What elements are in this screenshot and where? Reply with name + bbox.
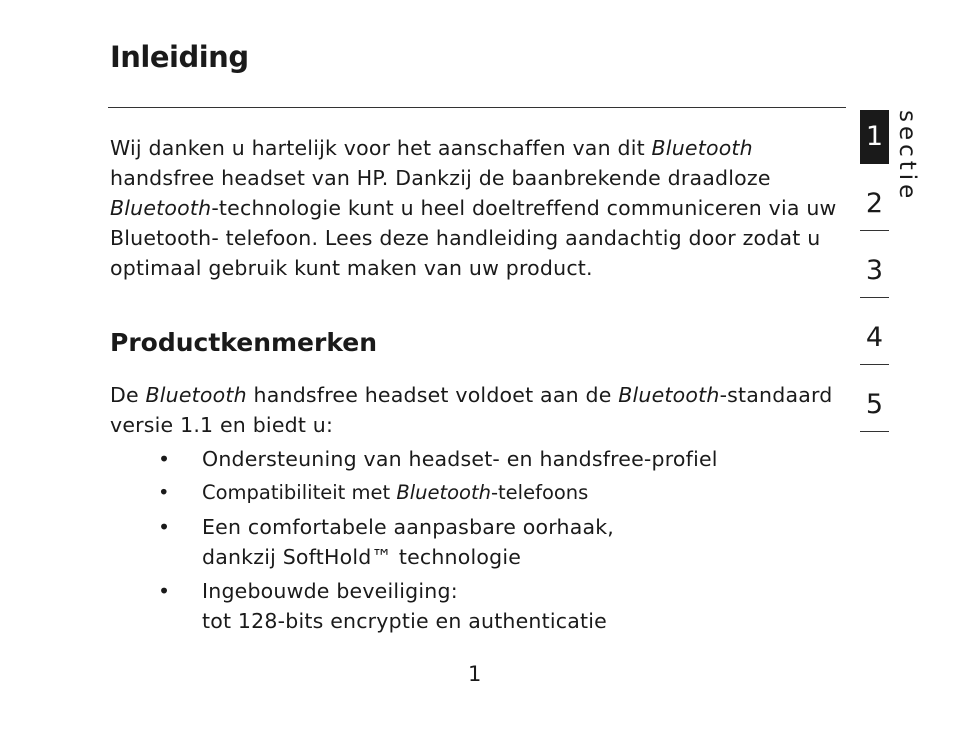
section-tab-1[interactable]: 1 bbox=[860, 110, 889, 164]
features-lead-paragraph: De Bluetooth handsfree headset voldoet aan de Bluetooth-standaard versie 1.1 en biedt u: bbox=[110, 383, 833, 437]
feature-list bbox=[110, 444, 840, 640]
intro-paragraph: Wij danken u hartelijk voor het aanschaffen van dit Bluetooth handsfree headset van HP. Dankzij de baanbrekende draadloze Bluetooth-technologie kunt u heel doeltreffend communiceren via uw Bluetooth- telefoon. Lees deze handleiding aandachtig door zodat u optimaal gebruik kunt maken van uw product. bbox=[110, 136, 837, 280]
title-divider bbox=[108, 107, 846, 108]
section-tab-2[interactable]: 2 bbox=[860, 177, 889, 231]
section-nav-label: sectie bbox=[894, 110, 920, 203]
bullet-icon: • bbox=[158, 515, 171, 539]
section-nav bbox=[860, 110, 889, 445]
page-number: 1 bbox=[468, 662, 482, 686]
section-heading: Productkenmerken bbox=[110, 328, 378, 357]
section-tab-3[interactable]: 3 bbox=[860, 244, 889, 298]
list-item: • Compatibiliteit met Bluetooth-telefoons bbox=[110, 478, 840, 508]
bullet-icon: • bbox=[158, 481, 170, 504]
list-item: • Een comfortabele aanpasbare oorhaak, dankzij SoftHold™ technologie bbox=[110, 512, 840, 572]
page-title: Inleiding bbox=[110, 40, 249, 74]
bullet-icon: • bbox=[158, 579, 171, 603]
bullet-icon: • bbox=[158, 447, 171, 471]
list-item: • Ondersteuning van headset- en handsfree-profiel bbox=[110, 444, 840, 474]
list-item: • Ingebouwde beveiliging: tot 128-bits encryptie en authenticatie bbox=[110, 576, 840, 636]
section-tab-4[interactable]: 4 bbox=[860, 311, 889, 365]
section-tab-5[interactable]: 5 bbox=[860, 378, 889, 432]
